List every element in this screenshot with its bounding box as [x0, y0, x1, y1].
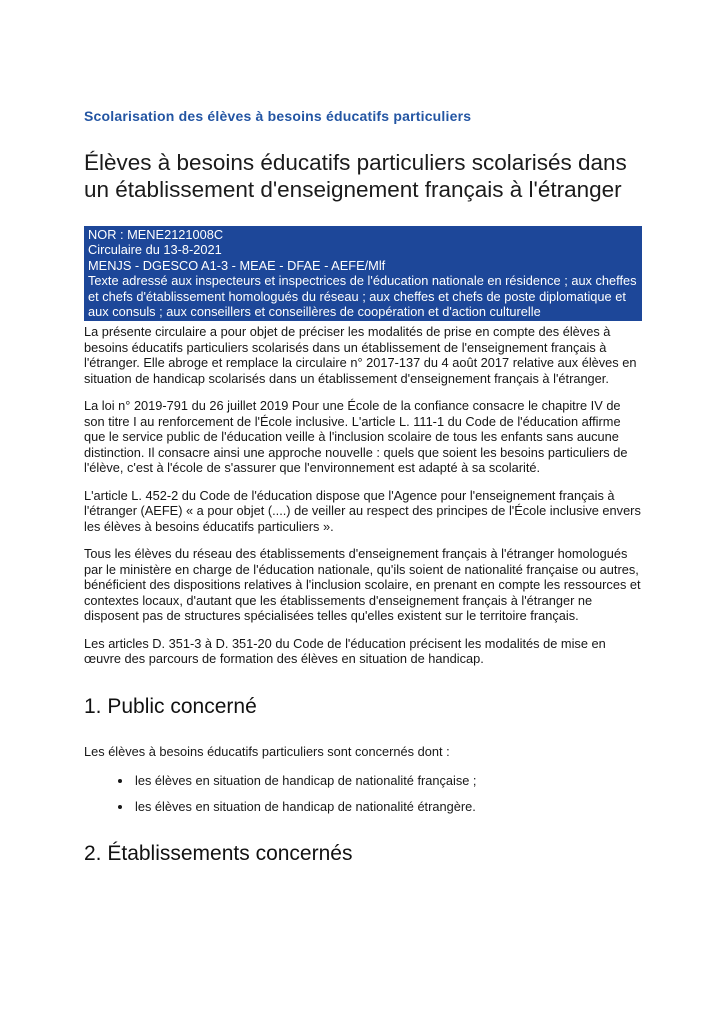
- paragraph-articles-d351: Les articles D. 351-3 à D. 351-20 du Code de l'éducation précisent les modalités de mise en œuvre des parcours de formation des élèves en situation de handicap.: [84, 635, 606, 667]
- meta-nor-number: NOR : MENE2121008C: [88, 227, 224, 242]
- document-title: Élèves à besoins éducatifs particuliers scolarisés dans un établissement d'enseignement français à l'étranger: [84, 150, 627, 202]
- meta-issuing-services: MENJS - DGESCO A1-3 - MEAE - DFAE - AEFE/Mlf: [88, 257, 386, 273]
- introduction-text: [84, 324, 642, 667]
- paragraph-article-l452: L'article L. 452-2 du Code de l'éducation dispose que l'Agence pour l'enseignement français à l'étranger (AEFE) « a pour objet (....) de veiller au respect des principes de l'École inclusive envers les élèves à besoins éducatifs particuliers ».: [84, 487, 641, 534]
- meta-addressees: Texte adressé aux inspecteurs et inspectrices de l'éducation nationale en résidence ; aux cheffes et chefs d'établissement homologués du réseau ; aux cheffes et chefs de poste diplomatique et aux consuls ; aux conseillers et conseillères de coopération et d'action culturelle: [88, 273, 637, 320]
- section-2-heading: 2. Établissements concernés: [84, 842, 353, 866]
- circular-meta-box: [84, 226, 642, 321]
- document-body: [84, 0, 642, 866]
- section-1-intro: Les élèves à besoins éducatifs particuliers sont concernés dont :: [84, 743, 450, 759]
- meta-circular-date: Circulaire du 13-8-2021: [88, 242, 222, 258]
- paragraph-purpose: La présente circulaire a pour objet de préciser les modalités de prise en compte des élèves à besoins éducatifs particuliers scolarisés dans un établissement de l'enseignement français à l'étranger. Elle abroge et remplace la circulaire n° 2017-137 du 4 août 2017 relative aux élèves en situation de handicap scolarisés dans un établissement d'enseignement français à l'étranger.: [84, 324, 637, 386]
- public-concerned-list: [84, 773, 642, 814]
- list-item-foreign-nationality: • les élèves en situation de handicap de nationalité étrangère.: [133, 799, 642, 815]
- paragraph-network-students: Tous les élèves du réseau des établissements d'enseignement français à l'étranger homologués par le ministère en charge de l'éducation nationale, qu'ils soient de nationalité française ou autres, bénéficient des dispositions relatives à l'inclusion scolaire, en prenant en compte les ressources et contextes locaux, d'autant que les établissements d'enseignement français à l'étranger ne disposent pas de structures spécialisées telles qu'elles existent sur le territoire français.: [84, 546, 641, 624]
- paragraph-law-2019: La loi n° 2019-791 du 26 juillet 2019 Pour une École de la confiance consacre le chapitre IV de son titre I au renforcement de l'École inclusive. L'article L. 111-1 du Code de l'éducation affirme que le service public de l'éducation veille à l'inclusion scolaire de tous les enfants sans aucune distinction. Il consacre ainsi une approche nouvelle : quels que soient les besoins particuliers de l'élève, c'est à l'école de s'assurer que l'environnement est adapté à sa scolarité.: [84, 398, 628, 476]
- list-item-french-nationality: • les élèves en situation de handicap de nationalité française ;: [133, 773, 642, 789]
- section-1-heading: 1. Public concerné: [84, 694, 257, 718]
- document-kicker: Scolarisation des élèves à besoins éducatifs particuliers: [84, 108, 472, 124]
